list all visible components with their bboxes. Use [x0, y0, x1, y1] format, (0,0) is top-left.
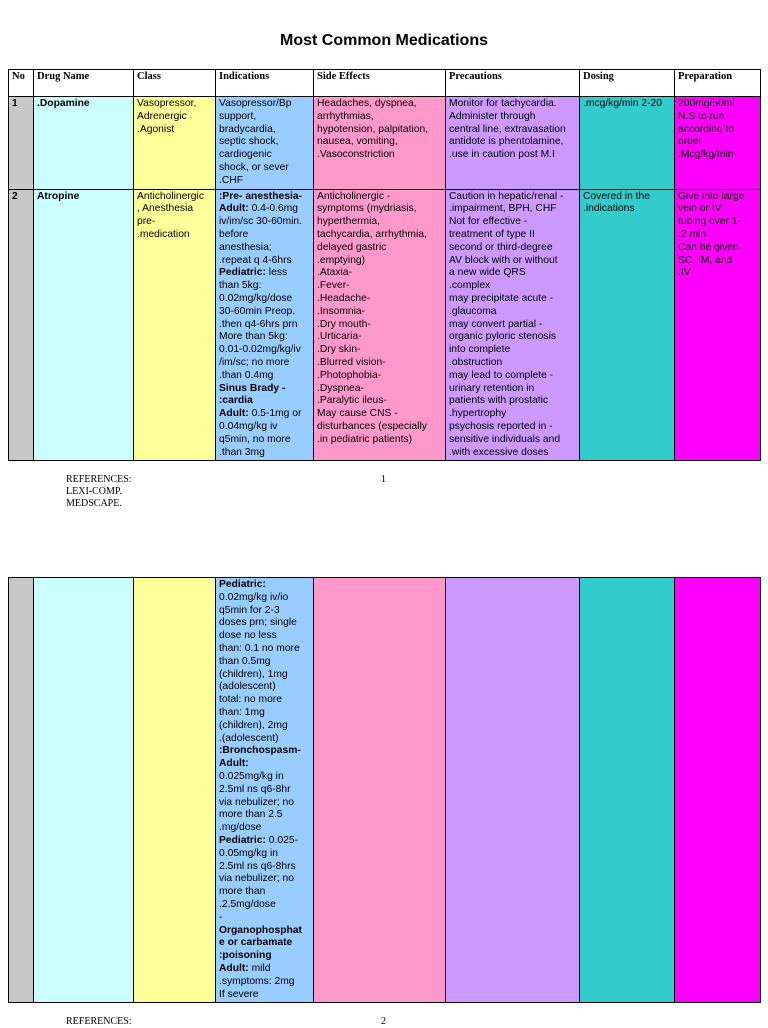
references-block-2: [66, 1016, 132, 1028]
text-line: AV block with or without: [449, 254, 558, 266]
cell-indications: [216, 578, 314, 1003]
text-line: Sinus Brady -: [219, 382, 286, 394]
text-line: e or carbamate: [219, 937, 293, 949]
text-line: .mg/dose: [219, 822, 262, 834]
cell-side-effects: [314, 578, 446, 1003]
text-line: organic pyloric stenosis: [449, 331, 557, 343]
text-line: Adult: 0.5-1mg or: [219, 408, 302, 420]
cell-drug-name: Atropine: [34, 189, 134, 461]
text-line: SC, IM, and: [678, 254, 733, 266]
cell-side-effects: [314, 189, 446, 461]
text-line: Adult:: [219, 758, 249, 770]
text-line: tubing over 1-: [678, 216, 741, 228]
text-line: Not for effective -: [449, 216, 528, 228]
text-line: -: [219, 911, 223, 923]
text-line: .Dyspnea-: [317, 382, 364, 394]
text-line: 30-60min Preop.: [219, 305, 296, 317]
text-line: q5min, no more: [219, 433, 291, 445]
text-line: psychosis reported in -: [449, 420, 553, 432]
text-line: .Mcg/kg/min: [678, 149, 734, 161]
header-class: Class: [134, 70, 216, 97]
text-line: :cardia: [219, 395, 253, 407]
text-line: :Bronchospasm-: [219, 745, 301, 757]
cell-dosing: [580, 578, 675, 1003]
cell-precautions: [446, 189, 580, 461]
text-line: :poisoning: [219, 950, 272, 962]
text-line: (adolescent): [219, 681, 276, 693]
text-line: .Blurred vision-: [317, 356, 386, 368]
text-line: .Fever-: [317, 280, 350, 292]
text-line: hyperthermia,: [317, 216, 380, 228]
text-line: Adult: mild: [219, 962, 271, 974]
text-line: Pediatric: 0.025-: [219, 834, 298, 846]
text-line: 2.5ml ns q6-8hr: [219, 783, 291, 795]
text-line: into complete: [449, 344, 511, 356]
text-line: 0.02mg/kg/dose: [219, 292, 293, 304]
text-line: Adult: 0.4-0.6mg: [219, 203, 298, 215]
text-line: 200mg/50ml: [678, 98, 735, 109]
cell-dosing: [580, 189, 675, 461]
text-line: bradycardia,: [219, 123, 276, 135]
text-line: .hypertrophy: [449, 408, 507, 420]
cell-no: 2: [9, 189, 34, 461]
table-row: [9, 97, 761, 190]
text-line: iv/im/sc 30-60min.: [219, 216, 302, 228]
header-side-effects: Side Effects: [314, 70, 446, 97]
text-line: than: 1mg: [219, 706, 265, 718]
text-line: vein or IV: [678, 203, 722, 215]
page-number-2: 2: [381, 1016, 386, 1027]
cell-indications: [216, 189, 314, 461]
text-line: tachycardia, arrhythmia,: [317, 228, 427, 240]
text-line: Vasopressor/Bp: [219, 98, 292, 109]
text-line: central line, extravasation: [449, 123, 566, 135]
table-row: [9, 578, 761, 1003]
text-line: .impairment, BPH, CHF: [449, 203, 557, 215]
page-title: Most Common Medications: [279, 32, 488, 49]
text-line: total: no more: [219, 694, 282, 706]
text-line: second or third-degree: [449, 241, 553, 253]
text-line: than 5kg:: [219, 280, 262, 292]
text-line: .complex: [449, 280, 491, 292]
text-line: via nebulizer; no: [219, 796, 294, 808]
text-line: Caution in hepatic/renal -: [449, 190, 564, 202]
text-line: .Photophobia-: [317, 369, 382, 381]
text-line: .Vasoconstriction: [317, 149, 395, 161]
text-line: urinary retention in: [449, 382, 535, 394]
text-line: Pediatric: less: [219, 267, 288, 279]
text-line: .glaucoma: [449, 305, 497, 317]
cell-indications: [216, 97, 314, 190]
text-line: order: [678, 136, 703, 148]
text-line: May cause CNS -: [317, 408, 398, 420]
text-line: 0.02mg/kg iv/io: [219, 591, 289, 603]
text-line: dose no less: [219, 630, 277, 642]
text-line: Administer through: [449, 110, 536, 122]
text-line: antidote is phentolamine,: [449, 136, 564, 148]
cell-dosing: [580, 97, 675, 190]
cell-precautions: [446, 97, 580, 190]
text-line: 0.04mg/kg iv: [219, 420, 278, 432]
text-line: pre-: [137, 216, 156, 228]
text-line: (children), 1mg: [219, 668, 288, 680]
cell-preparation: [675, 189, 761, 461]
text-line: 2.5ml ns q6-8hrs: [219, 860, 296, 872]
text-line: .mcg/kg/min 2-20: [583, 98, 662, 109]
text-line: Vasopressor,: [137, 98, 197, 109]
text-line: .than 3mg: [219, 446, 265, 458]
text-line: treatment of type II: [449, 228, 535, 240]
text-line: than: 0.1 no more: [219, 642, 300, 654]
header-precautions: Precautions: [446, 70, 580, 97]
text-line: Can be given: [678, 241, 739, 253]
text-line: delayed gastric: [317, 241, 387, 253]
text-line: nausea, vomiting,: [317, 136, 398, 148]
text-line: anesthesia;: [219, 241, 272, 253]
text-line: .then q4-6hrs prn: [219, 318, 298, 330]
text-line: 0.05mg/kg in: [219, 847, 278, 859]
text-line: Anticholinergic: [137, 190, 204, 202]
cell-preparation: [675, 578, 761, 1003]
text-line: 0.01-0.02mg/kg/iv: [219, 344, 301, 356]
table-header-row: [9, 70, 761, 97]
cell-class: [134, 189, 216, 461]
text-line: according to: [678, 123, 735, 135]
cell-drug-name: [34, 578, 134, 1003]
text-line: Organophosphat: [219, 924, 302, 936]
text-line: .obstruction: [449, 356, 503, 368]
reference-line: REFERENCES:: [66, 1016, 132, 1027]
text-line: arrhythmias,: [317, 110, 374, 122]
text-line: Pediatric:: [219, 579, 266, 590]
text-line: .Ataxia-: [317, 267, 352, 279]
text-line: than 0.5mg: [219, 655, 271, 667]
text-line: septic shock,: [219, 136, 279, 148]
header-dosing: Dosing: [580, 70, 675, 97]
cell-side-effects: [314, 97, 446, 190]
text-line: .repeat q 4-6hrs: [219, 254, 292, 266]
text-line: .indications: [583, 203, 635, 215]
text-line: .Insomnia-: [317, 305, 366, 317]
text-line: may convert partial -: [449, 318, 543, 330]
text-line: more than 2.5: [219, 809, 283, 821]
text-line: doses prn; single: [219, 617, 297, 629]
text-line: .Agonist: [137, 123, 175, 135]
text-line: may precipitate acute -: [449, 292, 554, 304]
text-line: Give into large: [678, 190, 745, 202]
text-line: Headaches, dyspnea,: [317, 98, 417, 109]
cell-drug-name: .Dopamine: [34, 97, 134, 190]
text-line: .Urticaria-: [317, 331, 362, 343]
text-line: hypotension, palpitation,: [317, 123, 429, 135]
text-line: :Pre- anesthesia-: [219, 190, 302, 202]
text-line: If severe: [219, 988, 259, 1000]
text-line: Anticholinergic -: [317, 190, 391, 202]
text-line: before: [219, 228, 249, 240]
text-line: Covered in the: [583, 190, 650, 202]
text-line: .than 0.4mg: [219, 369, 274, 381]
medications-table: [8, 69, 761, 461]
text-line: .medication: [137, 228, 190, 240]
text-line: .Dry mouth-: [317, 318, 371, 330]
text-line: More than 5kg:: [219, 331, 288, 343]
text-line: .use in caution post M.I: [449, 149, 555, 161]
header-indications: Indications: [216, 70, 314, 97]
text-line: .Paralytic ileus-: [317, 395, 387, 407]
text-line: /im/sc; no more: [219, 356, 290, 368]
references-block: [66, 474, 132, 510]
text-line: support,: [219, 110, 257, 122]
text-line: may lead to complete -: [449, 369, 554, 381]
text-line: .2.5mg/dose: [219, 898, 276, 910]
reference-line: LEXI-COMP.: [66, 486, 122, 497]
text-line: .emptying): [317, 254, 366, 266]
cell-no: [9, 578, 34, 1003]
text-line: , Anesthesia: [137, 203, 194, 215]
header-no: No: [9, 70, 34, 97]
text-line: 0.025mg/kg in: [219, 770, 284, 782]
text-line: sensitive individuals and: [449, 433, 561, 445]
text-line: Adrenergic: [137, 110, 187, 122]
text-line: .(adolescent): [219, 732, 279, 744]
text-line: symptoms (mydriasis,: [317, 203, 417, 215]
text-line: .CHF: [219, 174, 244, 186]
text-line: shock, or sever: [219, 161, 289, 173]
text-line: .2 min: [678, 228, 707, 240]
text-line: more than: [219, 886, 266, 898]
header-preparation: Preparation: [675, 70, 761, 97]
medications-table-continued: [8, 577, 761, 1003]
text-line: via nebulizer; no: [219, 873, 294, 885]
reference-line: REFERENCES:: [66, 474, 132, 485]
text-line: .symptoms: 2mg: [219, 975, 295, 987]
text-line: .IV: [678, 267, 691, 279]
text-line: .Dry skin-: [317, 344, 361, 356]
cell-preparation: [675, 97, 761, 190]
reference-line: MEDSCAPE.: [66, 498, 122, 509]
text-line: .Headache-: [317, 292, 371, 304]
text-line: .in pediatric patients): [317, 433, 413, 445]
header-drug-name: Drug Name: [34, 70, 134, 97]
text-line: N.S to run: [678, 110, 725, 122]
text-line: disturbances (especially: [317, 420, 427, 432]
text-line: cardiogenic: [219, 149, 272, 161]
text-line: q5min for 2-3: [219, 604, 280, 616]
page-number: 1: [381, 474, 386, 485]
text-line: patients with prostatic: [449, 395, 549, 407]
cell-no: 1: [9, 97, 34, 190]
text-line: a new wide QRS: [449, 267, 526, 279]
text-line: Monitor for tachycardia.: [449, 98, 557, 109]
cell-class: [134, 97, 216, 190]
text-line: (children), 2mg: [219, 719, 288, 731]
cell-precautions: [446, 578, 580, 1003]
text-line: .with excessive doses: [449, 446, 549, 458]
cell-class: [134, 578, 216, 1003]
table-row: [9, 189, 761, 461]
